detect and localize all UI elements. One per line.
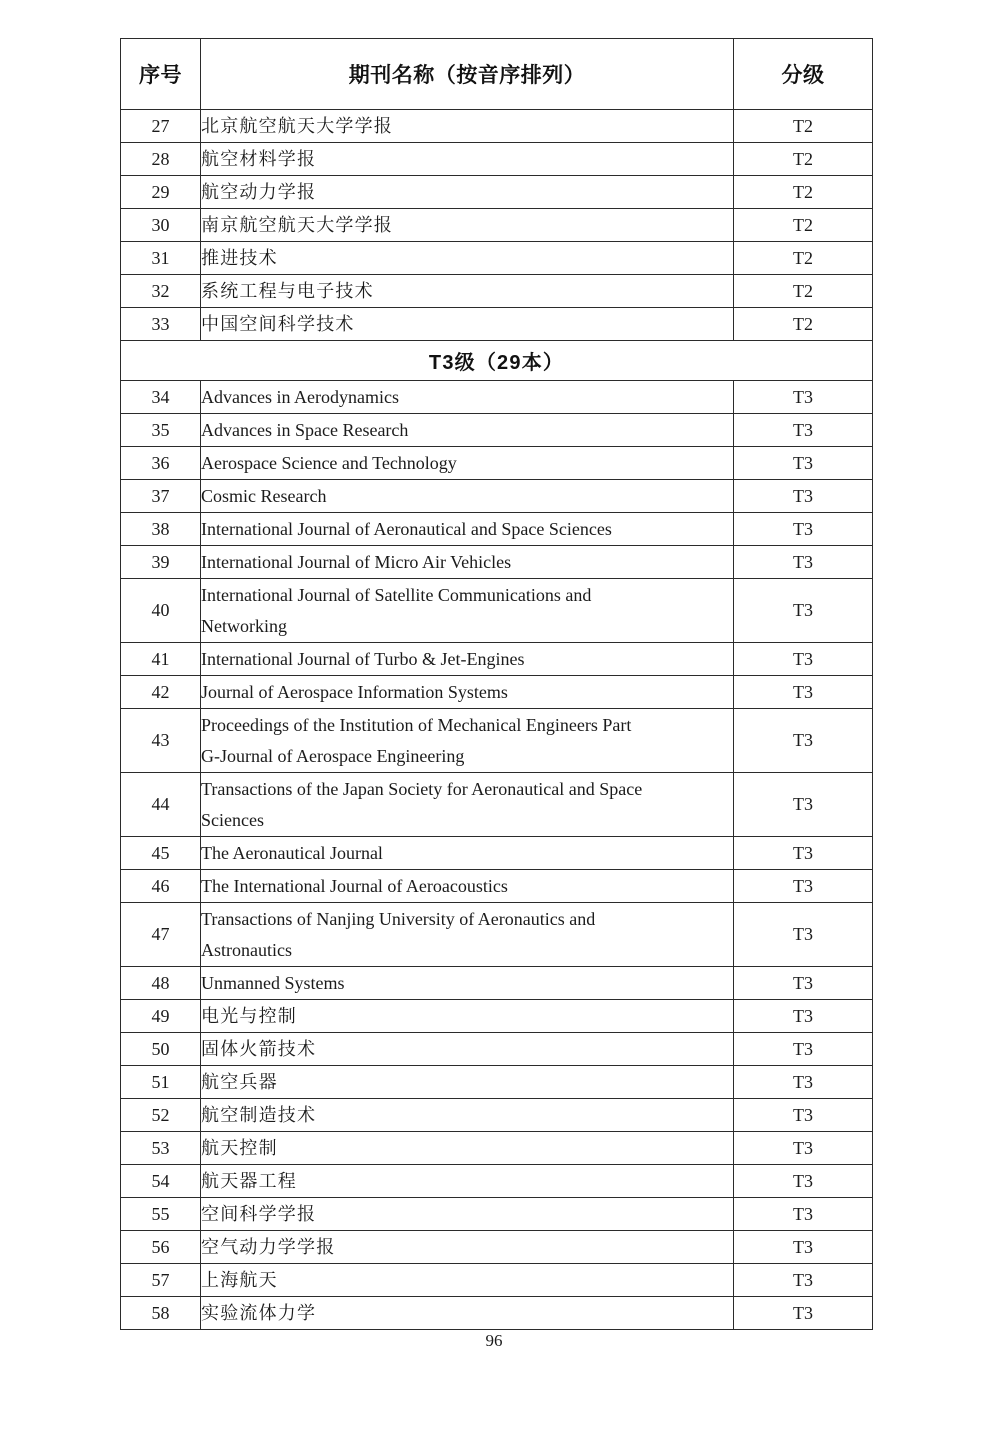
row-journal-name: International Journal of Micro Air Vehicles — [201, 546, 734, 579]
journal-ranking-table — [120, 38, 873, 1330]
row-journal-name: International Journal of Turbo & Jet-Engines — [201, 643, 734, 676]
table-row — [121, 1099, 873, 1132]
table-row — [121, 870, 873, 903]
row-index: 53 — [121, 1132, 201, 1165]
row-journal-name: 固体火箭技术 — [201, 1033, 734, 1066]
row-journal-name: 航天器工程 — [201, 1165, 734, 1198]
row-journal-name: 空间科学学报 — [201, 1198, 734, 1231]
row-tier: T2 — [734, 242, 873, 275]
row-index: 27 — [121, 110, 201, 143]
row-journal-name: 空气动力学学报 — [201, 1231, 734, 1264]
row-journal-name: Unmanned Systems — [201, 967, 734, 1000]
row-index: 40 — [121, 579, 201, 643]
section-title: T3级（29本） — [121, 341, 873, 381]
row-journal-name: 航天控制 — [201, 1132, 734, 1165]
row-journal-name: Journal of Aerospace Information Systems — [201, 676, 734, 709]
row-index: 36 — [121, 447, 201, 480]
row-tier: T3 — [734, 870, 873, 903]
row-journal-name — [201, 579, 734, 643]
page-number: 96 — [485, 1331, 503, 1350]
row-index: 31 — [121, 242, 201, 275]
row-tier: T2 — [734, 275, 873, 308]
column-header-index: 序号 — [121, 39, 201, 110]
table-header-row — [121, 39, 873, 110]
row-tier: T3 — [734, 1000, 873, 1033]
row-index: 45 — [121, 837, 201, 870]
table-row — [121, 143, 873, 176]
table-row — [121, 903, 873, 967]
row-index: 38 — [121, 513, 201, 546]
table-row — [121, 447, 873, 480]
row-tier: T3 — [734, 513, 873, 546]
row-index: 58 — [121, 1297, 201, 1330]
table-row — [121, 676, 873, 709]
table-row — [121, 579, 873, 643]
row-tier: T3 — [734, 1132, 873, 1165]
table-row — [121, 1231, 873, 1264]
row-index: 41 — [121, 643, 201, 676]
table-row — [121, 176, 873, 209]
row-tier: T3 — [734, 447, 873, 480]
row-journal-name-line-1: Transactions of Nanjing University of Aeronautics and — [201, 908, 596, 929]
row-index: 47 — [121, 903, 201, 967]
row-journal-name: 南京航空航天大学学报 — [201, 209, 734, 242]
row-journal-name: 航空兵器 — [201, 1066, 734, 1099]
row-tier: T2 — [734, 110, 873, 143]
row-journal-name: Cosmic Research — [201, 480, 734, 513]
table-row — [121, 643, 873, 676]
row-journal-name-line-2: G-Journal of Aerospace Engineering — [201, 745, 465, 766]
row-index: 56 — [121, 1231, 201, 1264]
row-tier: T3 — [734, 709, 873, 773]
table-row — [121, 513, 873, 546]
row-journal-name: 航空动力学报 — [201, 176, 734, 209]
row-journal-name: The Aeronautical Journal — [201, 837, 734, 870]
row-index: 28 — [121, 143, 201, 176]
row-journal-name-line-2: Networking — [201, 615, 287, 636]
row-tier: T2 — [734, 209, 873, 242]
row-journal-name: The International Journal of Aeroacoustics — [201, 870, 734, 903]
row-tier: T3 — [734, 837, 873, 870]
row-index: 51 — [121, 1066, 201, 1099]
row-tier: T3 — [734, 967, 873, 1000]
table-row — [121, 1066, 873, 1099]
table-row — [121, 110, 873, 143]
table-row — [121, 1297, 873, 1330]
table-row — [121, 242, 873, 275]
table-row — [121, 209, 873, 242]
row-journal-name — [201, 903, 734, 967]
row-index: 55 — [121, 1198, 201, 1231]
table-row — [121, 381, 873, 414]
table-row — [121, 837, 873, 870]
row-journal-name: 中国空间科学技术 — [201, 308, 734, 341]
row-journal-name: 航空材料学报 — [201, 143, 734, 176]
row-journal-name: 航空制造技术 — [201, 1099, 734, 1132]
table-row — [121, 1000, 873, 1033]
row-tier: T3 — [734, 414, 873, 447]
row-journal-name: Advances in Aerodynamics — [201, 381, 734, 414]
table-row — [121, 709, 873, 773]
row-journal-name-line-2: Sciences — [201, 809, 264, 830]
row-tier: T2 — [734, 308, 873, 341]
row-index: 57 — [121, 1264, 201, 1297]
row-tier: T3 — [734, 643, 873, 676]
row-index: 32 — [121, 275, 201, 308]
table-row — [121, 1165, 873, 1198]
row-index: 34 — [121, 381, 201, 414]
table-row — [121, 1198, 873, 1231]
table-row — [121, 414, 873, 447]
row-journal-name: International Journal of Aeronautical and Space Sciences — [201, 513, 734, 546]
row-index: 52 — [121, 1099, 201, 1132]
row-tier: T3 — [734, 773, 873, 837]
row-journal-name: Aerospace Science and Technology — [201, 447, 734, 480]
row-index: 42 — [121, 676, 201, 709]
row-tier: T3 — [734, 1066, 873, 1099]
table-row — [121, 308, 873, 341]
table-row — [121, 546, 873, 579]
row-journal-name-line-1: Proceedings of the Institution of Mechanical Engineers Part — [201, 714, 632, 735]
table-row — [121, 1033, 873, 1066]
row-index: 44 — [121, 773, 201, 837]
row-index: 48 — [121, 967, 201, 1000]
row-tier: T3 — [734, 1264, 873, 1297]
row-index: 50 — [121, 1033, 201, 1066]
table-row — [121, 275, 873, 308]
row-journal-name: 实验流体力学 — [201, 1297, 734, 1330]
row-index: 49 — [121, 1000, 201, 1033]
row-tier: T3 — [734, 1165, 873, 1198]
row-journal-name: 北京航空航天大学学报 — [201, 110, 734, 143]
column-header-tier: 分级 — [734, 39, 873, 110]
row-tier: T3 — [734, 1099, 873, 1132]
row-journal-name — [201, 709, 734, 773]
row-index: 43 — [121, 709, 201, 773]
row-tier: T3 — [734, 903, 873, 967]
row-journal-name-line-1: Transactions of the Japan Society for Aeronautical and Space — [201, 778, 643, 799]
row-index: 30 — [121, 209, 201, 242]
row-journal-name — [201, 773, 734, 837]
row-tier: T3 — [734, 480, 873, 513]
row-tier: T3 — [734, 546, 873, 579]
row-journal-name: 推进技术 — [201, 242, 734, 275]
row-journal-name: Advances in Space Research — [201, 414, 734, 447]
row-tier: T3 — [734, 1033, 873, 1066]
row-tier: T3 — [734, 381, 873, 414]
table-row — [121, 773, 873, 837]
row-tier: T2 — [734, 143, 873, 176]
row-index: 33 — [121, 308, 201, 341]
row-journal-name-line-2: Astronautics — [201, 939, 292, 960]
table-row — [121, 480, 873, 513]
row-tier: T2 — [734, 176, 873, 209]
row-index: 39 — [121, 546, 201, 579]
table-row — [121, 1132, 873, 1165]
section-header-row — [121, 341, 873, 381]
row-index: 35 — [121, 414, 201, 447]
row-journal-name-line-1: International Journal of Satellite Communications and — [201, 584, 592, 605]
row-tier: T3 — [734, 676, 873, 709]
row-journal-name: 系统工程与电子技术 — [201, 275, 734, 308]
row-tier: T3 — [734, 1231, 873, 1264]
table-row — [121, 967, 873, 1000]
row-tier: T3 — [734, 1297, 873, 1330]
row-index: 54 — [121, 1165, 201, 1198]
row-journal-name: 上海航天 — [201, 1264, 734, 1297]
row-index: 29 — [121, 176, 201, 209]
column-header-name: 期刊名称（按音序排列） — [201, 39, 734, 110]
row-tier: T3 — [734, 579, 873, 643]
row-index: 46 — [121, 870, 201, 903]
table-row — [121, 1264, 873, 1297]
row-index: 37 — [121, 480, 201, 513]
row-journal-name: 电光与控制 — [201, 1000, 734, 1033]
row-tier: T3 — [734, 1198, 873, 1231]
